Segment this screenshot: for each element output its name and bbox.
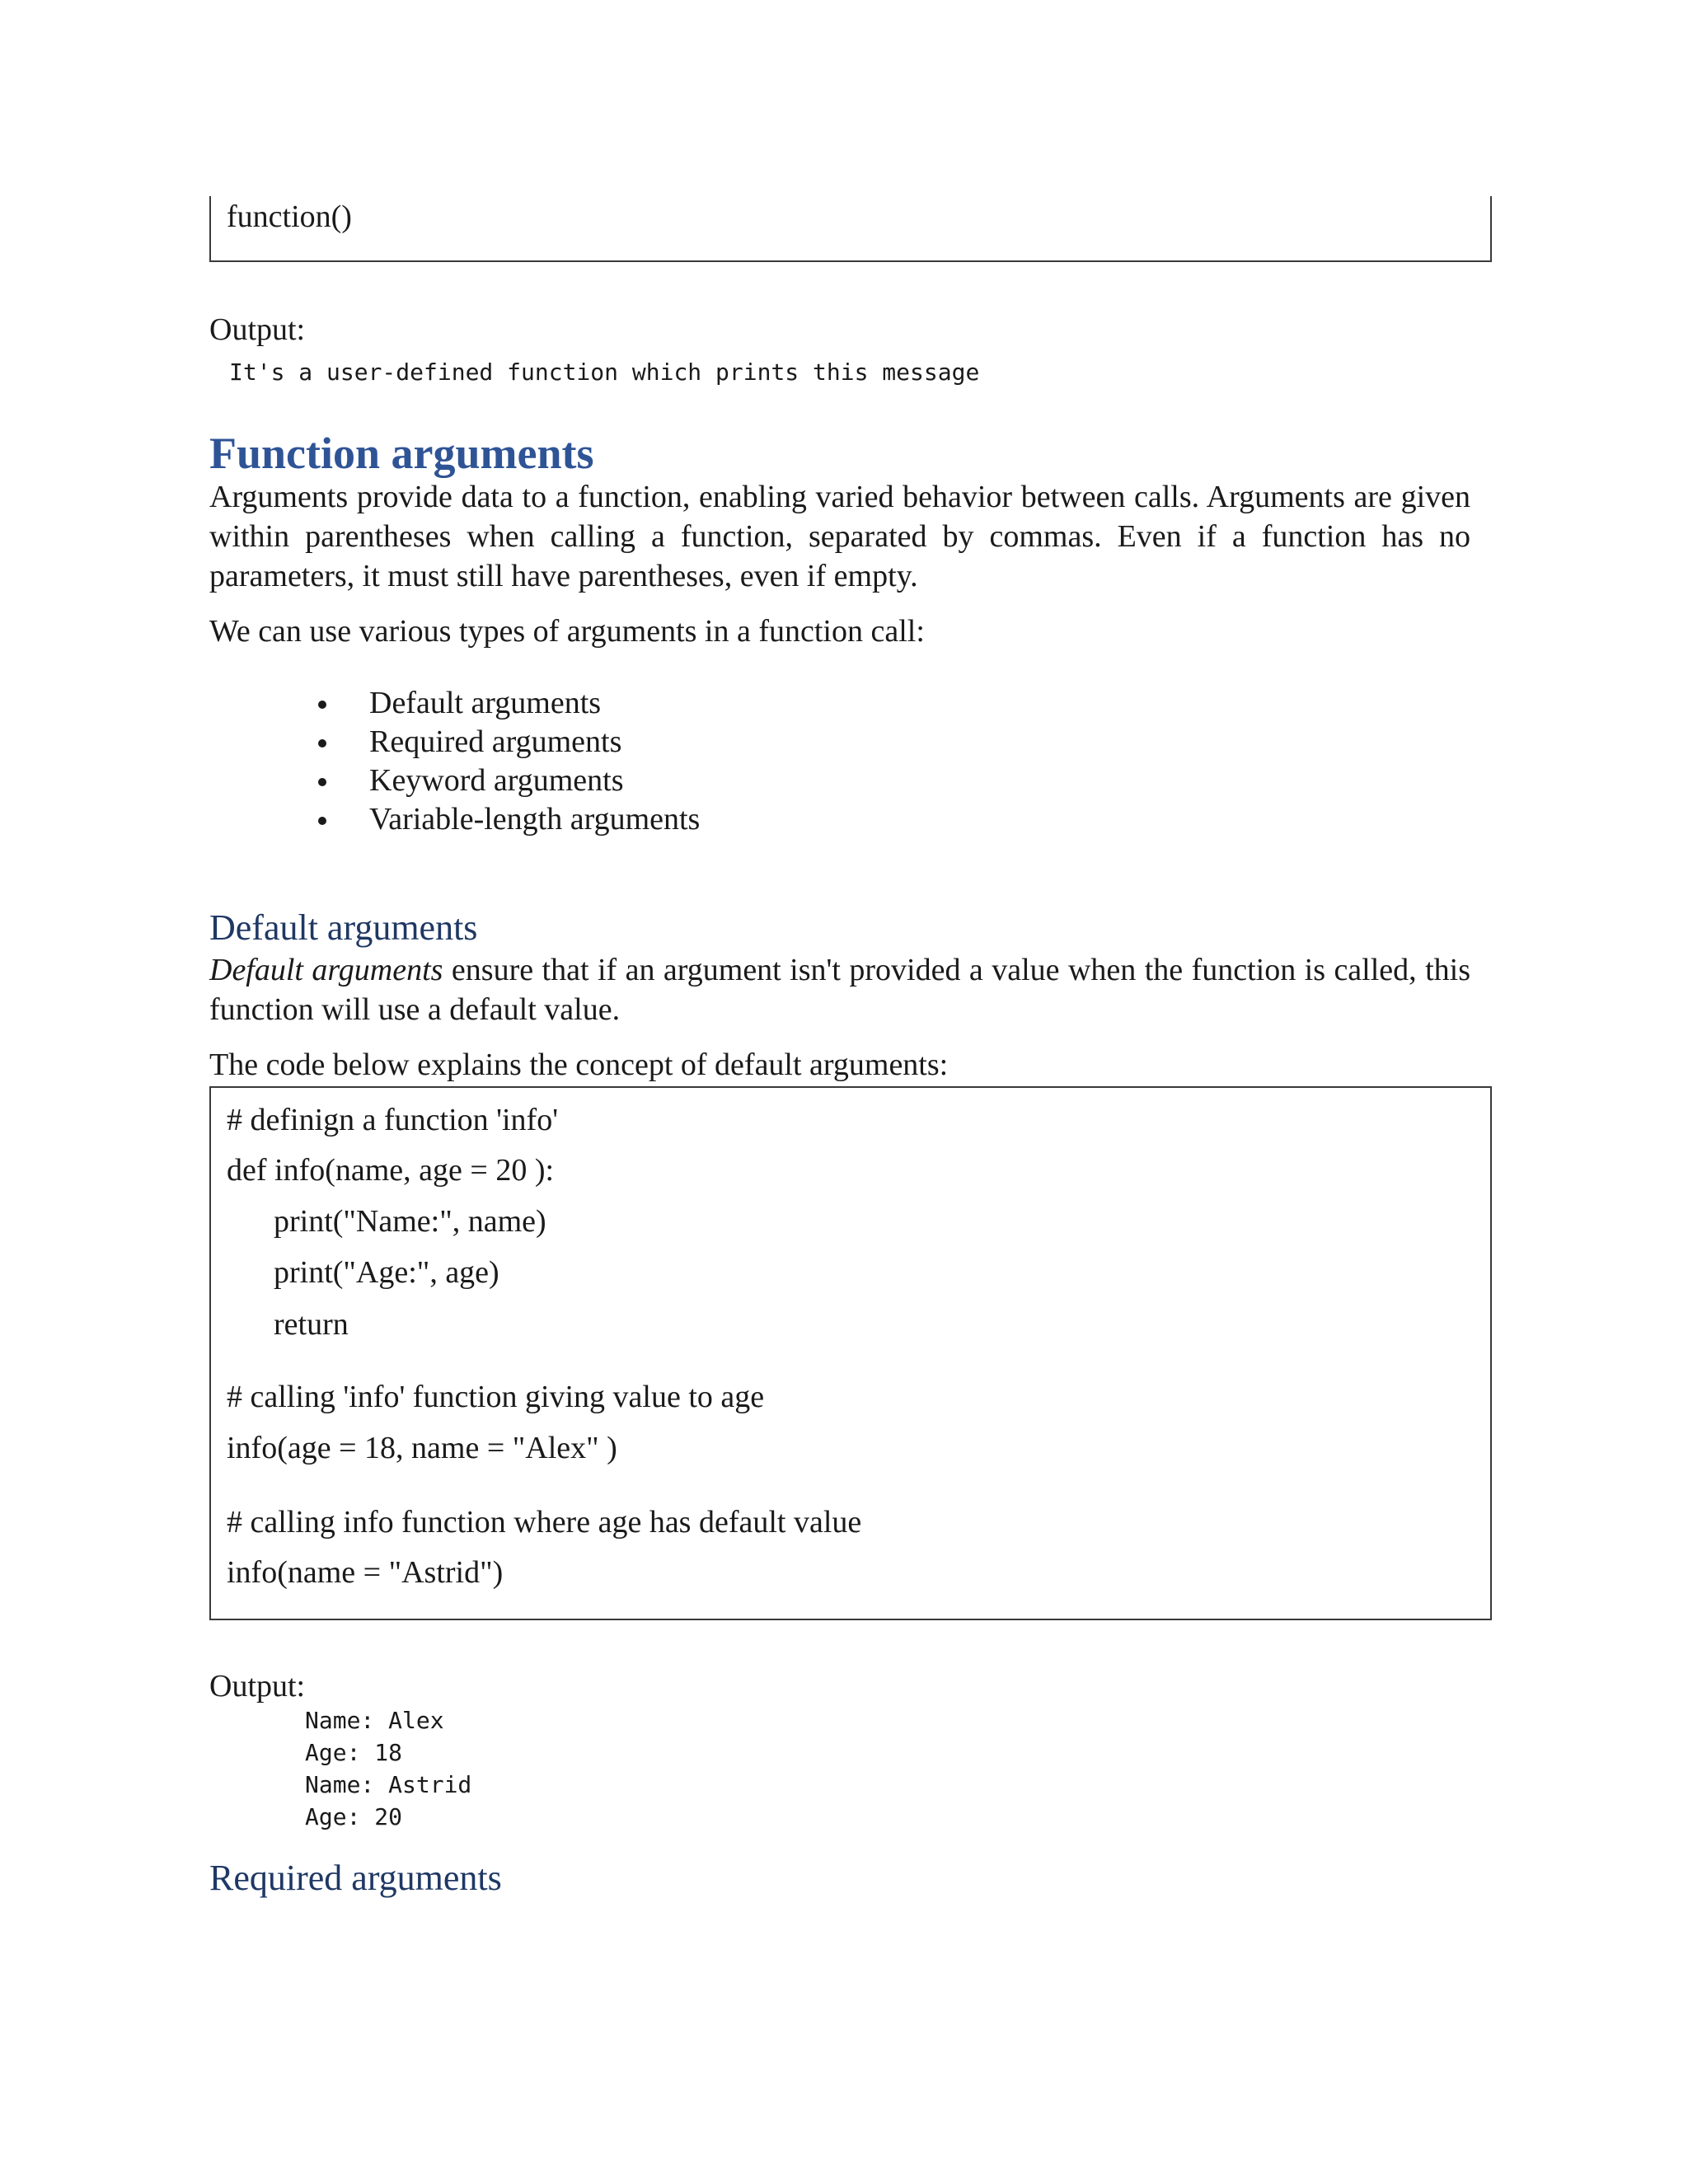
bullet-icon bbox=[318, 739, 326, 748]
paragraph: Arguments provide data to a function, enabling varied behavior between calls. Arguments are given within parentheses when calling a function, separated by commas. Even if a function has no parameters, it must still have parentheses, even if empty. bbox=[209, 480, 1470, 593]
code-block bbox=[209, 1086, 1492, 1620]
output-line: Age: 20 bbox=[305, 1803, 403, 1830]
output-line: Name: Astrid bbox=[305, 1771, 472, 1798]
code-comment: # calling 'info' function giving value to age bbox=[227, 1380, 765, 1414]
code-line: return bbox=[274, 1307, 349, 1342]
bullet-icon bbox=[318, 778, 326, 786]
paragraph: The code below explains the concept of default arguments: bbox=[209, 1047, 949, 1082]
output-line: It's a user-defined function which prints this message bbox=[229, 359, 980, 386]
paragraph: We can use various types of arguments in a function call: bbox=[209, 614, 925, 649]
code-line: info(name = "Astrid") bbox=[227, 1555, 504, 1590]
subsection-heading: Required arguments bbox=[209, 1858, 502, 1898]
list-item-label: Variable-length arguments bbox=[369, 802, 701, 837]
output-label: Output: bbox=[209, 1669, 306, 1704]
code-line: print("Name:", name) bbox=[274, 1204, 546, 1239]
bullet-icon bbox=[318, 701, 326, 709]
code-line: info(age = 18, name = "Alex" ) bbox=[227, 1431, 617, 1465]
list-item-label: Required arguments bbox=[369, 724, 622, 759]
list-item-label: Keyword arguments bbox=[369, 763, 624, 798]
paragraph-text: ensure that if an argument isn't provided a value when the function is called, this function will use a default value. bbox=[209, 953, 1470, 1027]
subsection-heading: Default arguments bbox=[209, 907, 478, 948]
code-line: def info(name, age = 20 ): bbox=[227, 1153, 555, 1188]
italic-term: Default arguments bbox=[209, 953, 443, 987]
output-line: Name: Alex bbox=[305, 1707, 444, 1734]
list-item-label: Default arguments bbox=[369, 686, 602, 720]
code-line: function() bbox=[227, 199, 352, 234]
code-comment: # definign a function 'info' bbox=[227, 1103, 559, 1137]
code-comment: # calling info function where age has default value bbox=[227, 1505, 862, 1540]
code-block-top bbox=[209, 196, 1492, 262]
output-label: Output: bbox=[209, 312, 306, 347]
bullet-icon bbox=[318, 817, 326, 825]
section-heading: Function arguments bbox=[209, 429, 594, 478]
code-line: print("Age:", age) bbox=[274, 1255, 499, 1290]
output-line: Age: 18 bbox=[305, 1739, 403, 1766]
paragraph bbox=[209, 950, 1470, 1029]
